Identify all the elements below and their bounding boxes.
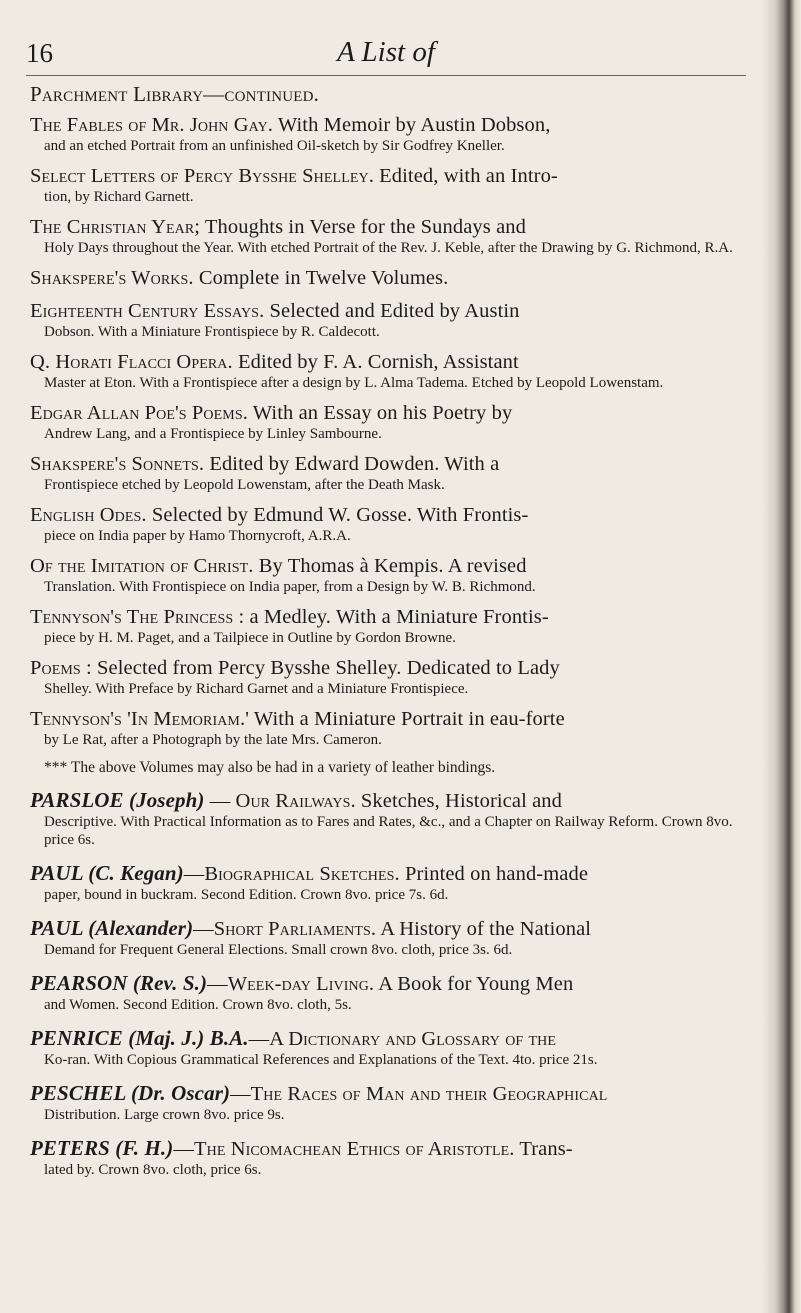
entry-detail: lated by. Crown 8vo. cloth, price 6s. bbox=[44, 1162, 262, 1178]
catalogue-entry bbox=[30, 707, 765, 749]
author-name: PARSLOE (Joseph) bbox=[30, 788, 205, 812]
entry-description: With a Miniature Portrait in eau-forte bbox=[249, 708, 565, 730]
entry-description: Complete in Twelve Volumes. bbox=[193, 267, 449, 289]
entry-detail: and Women. Second Edition. Crown 8vo. cloth, 5s. bbox=[44, 997, 352, 1013]
entry-title: Q. Horati Flacci Opera. bbox=[30, 351, 233, 373]
entry-detail: Holy Days throughout the Year. With etched Portrait of the Rev. J. Keble, after the Drawing by G. Richmond, R.A. bbox=[44, 240, 733, 256]
entry-title: Shakspere's Works. bbox=[30, 267, 194, 289]
entry-description: Edited by Edward Dowden. With a bbox=[204, 453, 500, 475]
author-entry bbox=[30, 916, 765, 959]
entry-description: Printed on hand-made bbox=[399, 863, 589, 885]
entry-title: Select Letters of Percy Bysshe Shelley. bbox=[30, 165, 374, 187]
entry-description: Thoughts in Verse for the Sundays and bbox=[200, 216, 526, 238]
entry-description: With an Essay on his Poetry by bbox=[247, 402, 513, 424]
page-number: 16 bbox=[26, 38, 53, 68]
bindings-note: *** The above Volumes may also be had in a variety of leather bindings. bbox=[44, 759, 496, 776]
entry-title: Eighteenth Century Essays. bbox=[30, 300, 265, 322]
entry-title: Tennyson's The Princess : bbox=[30, 606, 245, 628]
entry-description: With Memoir by Austin Dobson, bbox=[273, 114, 551, 136]
entry-description: a Medley. With a Miniature Frontis- bbox=[244, 606, 549, 628]
entry-detail: Master at Eton. With a Frontispiece after a design by L. Alma Tadema. Etched by Leopold Lowenstam. bbox=[44, 375, 664, 391]
entry-detail: Descriptive. With Practical Information as to Fares and Rates, &c., and a Chapter on Railway Reform. Crown 8vo. price 6s. bbox=[44, 814, 733, 848]
entry-detail: Frontispiece etched by Leopold Lowenstam, after the Death Mask. bbox=[44, 477, 445, 493]
author-name: PETERS (F. H.) bbox=[30, 1136, 174, 1160]
entry-detail: by Le Rat, after a Photograph by the late Mrs. Cameron. bbox=[44, 732, 382, 748]
entry-title: The Christian Year; bbox=[30, 216, 201, 238]
entry-description: Selected and Edited by Austin bbox=[264, 300, 520, 322]
catalogue-entry bbox=[30, 605, 765, 647]
catalogue-entry bbox=[30, 656, 765, 698]
page-header bbox=[26, 30, 746, 74]
entry-title: —Short Parliaments. bbox=[193, 918, 377, 940]
entry-title: —Week-day Living. bbox=[207, 973, 375, 995]
entry-title: — Our Railways. bbox=[204, 790, 356, 812]
entry-detail: tion, by Richard Garnett. bbox=[44, 189, 194, 205]
entry-title: —Biographical Sketches. bbox=[183, 863, 400, 885]
catalogue-entry bbox=[30, 554, 765, 596]
entry-title: Poems : bbox=[30, 657, 92, 679]
catalogue-entry bbox=[30, 401, 765, 443]
catalogue-entry bbox=[30, 503, 765, 545]
entry-title: —A Dictionary and Glossary of the bbox=[248, 1028, 557, 1050]
entry-detail: piece by H. M. Paget, and a Tailpiece in Outline by Gordon Browne. bbox=[44, 630, 456, 646]
catalogue-entry bbox=[30, 266, 765, 290]
entry-detail: Andrew Lang, and a Frontispiece by Linley Sambourne. bbox=[44, 426, 382, 442]
catalogue-entry bbox=[30, 350, 765, 392]
entry-description: Selected from Percy Bysshe Shelley. Dedicated to Lady bbox=[91, 657, 560, 679]
entry-description: A Book for Young Men bbox=[374, 973, 574, 995]
section-heading: Parchment Library—continued. bbox=[30, 82, 320, 106]
entry-title: Of the Imitation of Christ. bbox=[30, 555, 254, 577]
running-title: A List of bbox=[337, 36, 435, 68]
entry-description: Trans- bbox=[514, 1138, 573, 1160]
entry-title: —The Nicomachean Ethics of Aristotle. bbox=[173, 1138, 515, 1160]
entry-description: Edited, with an Intro- bbox=[373, 165, 558, 187]
catalogue-entry bbox=[30, 113, 765, 155]
author-entry bbox=[30, 861, 765, 904]
header-rule bbox=[26, 75, 746, 76]
author-name: PEARSON (Rev. S.) bbox=[30, 971, 208, 995]
entry-title: Shakspere's Sonnets. bbox=[30, 453, 205, 475]
author-name: PESCHEL (Dr. Oscar) bbox=[30, 1081, 231, 1105]
catalogue-entry bbox=[30, 215, 765, 257]
entry-title: Edgar Allan Poe's Poems. bbox=[30, 402, 248, 424]
entry-detail: Dobson. With a Miniature Frontispiece by R. Caldecott. bbox=[44, 324, 380, 340]
entry-detail: piece on India paper by Hamo Thornycroft, A.R.A. bbox=[44, 528, 351, 544]
author-entry bbox=[30, 1026, 765, 1069]
entry-description: By Thomas à Kempis. A revised bbox=[253, 555, 527, 577]
entry-description: Selected by Edmund W. Gosse. With Frontis- bbox=[146, 504, 529, 526]
author-name: PENRICE (Maj. J.) B.A. bbox=[30, 1026, 249, 1050]
page-gutter-edge bbox=[761, 0, 801, 1313]
catalogue-entry bbox=[30, 452, 765, 494]
author-entry bbox=[30, 1136, 765, 1179]
entry-description: Edited by F. A. Cornish, Assistant bbox=[232, 351, 519, 373]
entry-description: Sketches, Historical and bbox=[355, 790, 562, 812]
author-name: PAUL (Alexander) bbox=[30, 916, 194, 940]
author-entry bbox=[30, 1081, 765, 1124]
entry-title: English Odes. bbox=[30, 504, 147, 526]
entry-title: —The Races of Man and their Geographical bbox=[230, 1083, 608, 1105]
entry-title: Tennyson's 'In Memoriam.' bbox=[30, 708, 249, 730]
entry-detail: Translation. With Frontispiece on India paper, from a Design by W. B. Richmond. bbox=[44, 579, 536, 595]
entry-title: The Fables of Mr. John Gay. bbox=[30, 114, 274, 136]
entry-detail: and an etched Portrait from an unfinished Oil-sketch by Sir Godfrey Kneller. bbox=[44, 138, 505, 154]
author-entry bbox=[30, 788, 765, 849]
catalogue-entry bbox=[30, 299, 765, 341]
entry-detail: paper, bound in buckram. Second Edition. Crown 8vo. price 7s. 6d. bbox=[44, 887, 449, 903]
author-name: PAUL (C. Kegan) bbox=[30, 861, 184, 885]
entry-description: A History of the National bbox=[376, 918, 592, 940]
entry-detail: Distribution. Large crown 8vo. price 9s. bbox=[44, 1107, 285, 1123]
author-entry bbox=[30, 971, 765, 1014]
entry-detail: Demand for Frequent General Elections. Small crown 8vo. cloth, price 3s. 6d. bbox=[44, 942, 513, 958]
catalogue-entry bbox=[30, 164, 765, 206]
entry-detail: Ko-ran. With Copious Grammatical References and Explanations of the Text. 4to. price 21s. bbox=[44, 1052, 598, 1068]
catalogue-list bbox=[30, 82, 765, 1191]
entry-detail: Shelley. With Preface by Richard Garnet and a Miniature Frontispiece. bbox=[44, 681, 469, 697]
